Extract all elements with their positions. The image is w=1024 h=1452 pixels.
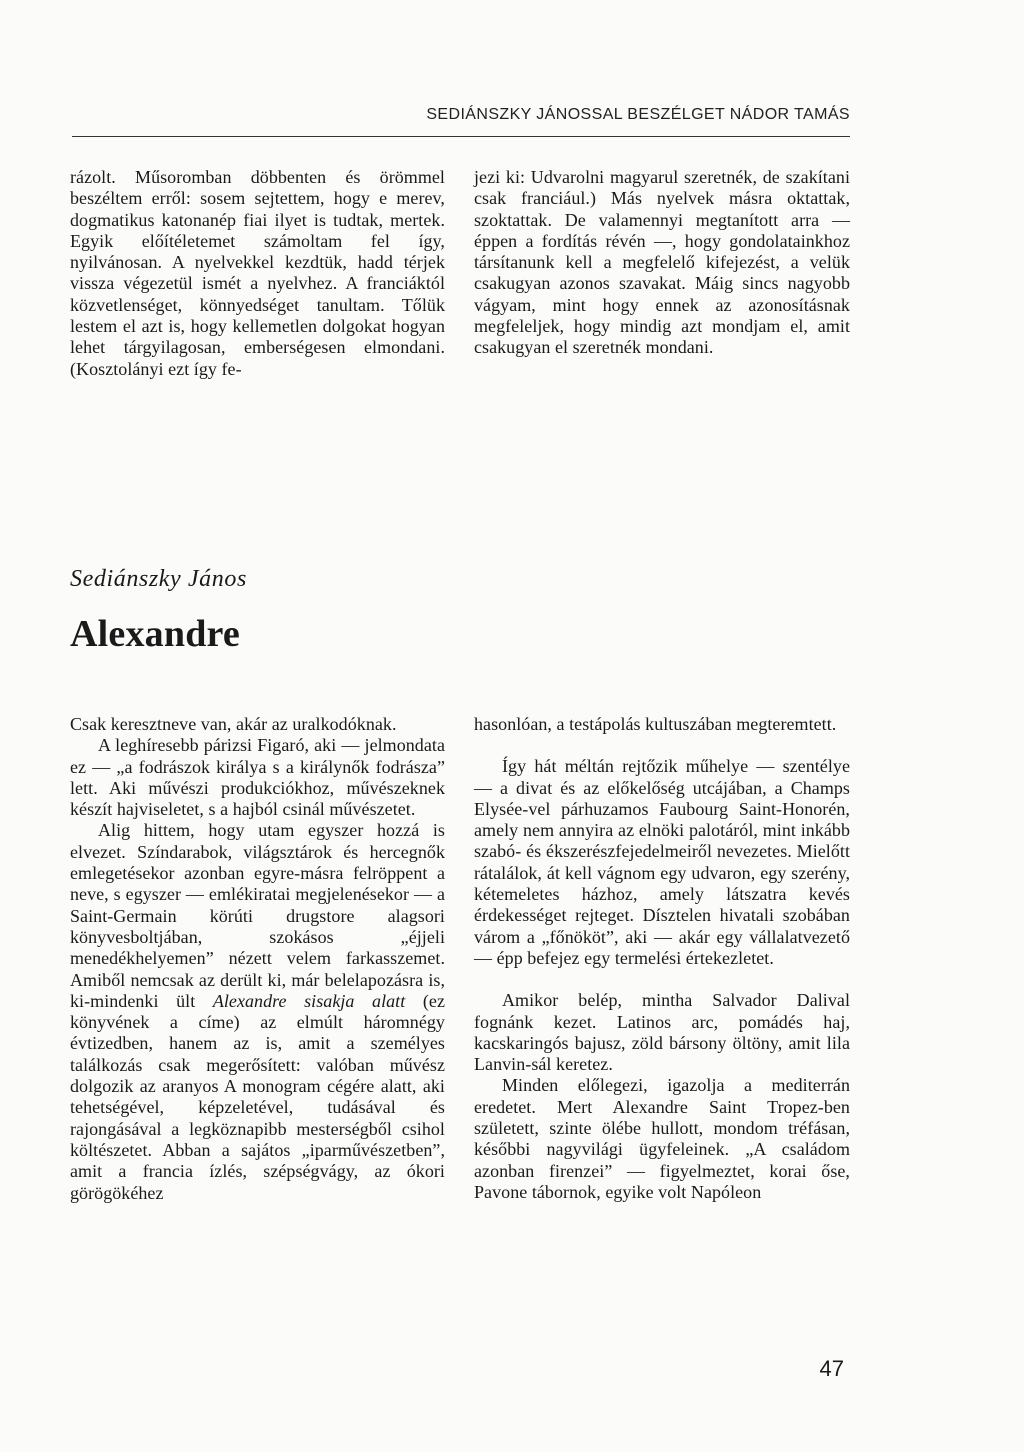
article-column-right [474, 714, 850, 1203]
interview-paragraph-right: jezi ki: Udvarolni magyarul szeretnék, de szakítani csak franciául.) Más nyelvek másra oktattak, szoktattak. De valamennyi megtanított arra — éppen a fordítás révén —, hogy gondolatainkhoz társítanunk kell a megfelelő kifejezést, a velük csakugyan azonos szavakat. Máig sincs nagyobb vágyam, mint hogy ennek az azonosításnak megfeleljek, hogy mindig azt mondjam el, amit csakugyan el szeretnék mondani. [474, 167, 850, 358]
book-title: Alexandre sisakja alatt [212, 990, 406, 1011]
interview-column-right [474, 167, 850, 359]
running-head: SEDIÁNSZKY JÁNOSSAL BESZÉLGET NÁDOR TAMÁS [426, 106, 850, 123]
article-paragraph: Minden előlegezi, igazolja a mediterrán eredetet. Mert Alexandre Saint Tropez-ben született, szinte ölébe hullott, mondom tréfásan, későbbi nagyvilági ügyfeleinek. „A családom azonban firenzei” — figyelmeztet, korai őse, Pavone tábornok, egyike volt Napóleon [474, 1075, 850, 1202]
paragraph-text: (ez könyvének a címe) az elmúlt háromnégy évtizedben, hanem az is, amit a személyes találkozás csak megerősített: valóban művész dolgozik az aranyos A monogram cégére alatt, aki tehetségével, képzeletével, tudásával és rajongásával a legköznapibb mesterségből csihol költészetet. Abban a sajátos „iparművészetben”, amit a francia ízlés, szépségvágy, az ókori görögökéhez [70, 990, 445, 1203]
article-column-left [70, 714, 445, 1204]
interview-paragraph-left: rázolt. Műsoromban döbbenten és örömmel beszéltem erről: sosem sejtettem, hogy e merev, dogmatikus katonanép fiai ilyet is tudtak, mertek. Egyik előítéletemet számoltam fel így, nyilvánosan. A nyelvekkel kezdtük, hadd térjek vissza végezetül ismét a nyelvhez. A franciáktól közvetlenséget, könnyedséget tanultam. Tőlük lestem el azt is, hogy kellemetlen dolgokat hogyan lehet tárgyilagosan, emberségesen elmondani. (Kosztolányi ezt így fe- [70, 167, 445, 379]
article-author: Sediánszky János [70, 566, 247, 592]
article-paragraph: Amikor belép, mintha Salvador Dalival fognánk kezet. Latinos arc, pomádés haj, kacskaringós bajusz, zöld bársony öltöny, amit lila Lanvin-sál keretez. [474, 990, 850, 1075]
article-paragraph: hasonlóan, a testápolás kultuszában megteremtett. [474, 714, 837, 734]
page-number: 47 [819, 1356, 844, 1381]
interview-column-left [70, 167, 445, 380]
article-paragraph: Így hát méltán rejtőzik műhelye — szentélye — a divat és az előkelőség utcájában, a Champs Elysée-vel párhuzamos Faubourg Saint-Honorén, amely nem annyira az elnöki palotáról, mint inkább szabó- és ékszerészfejedelmeiről nevezetes. Mielőtt rátalálok, át kell vágnom egy udvaron, egy szerény, kétemeletes házhoz, amely látszatra kevés érdekességet rejteget. Dísztelen hivatali szobában várom a „főnököt”, aki — akár egy vállalatvezető — épp befejez egy termelési értekezletet. [474, 756, 850, 968]
paragraph-text: Alig hittem, hogy utam egyszer hozzá is elvezet. Színdarabok, világsztárok és hercegnők emlegetésekor azonban egyre-másra felröppent a neve, s egyszer — emlékiratai megjelenésekor — a Saint-Germain körúti drugstore alagsori könyvesboltjában, szokásos „éjjeli menedékhelyemen” nézett velem farkasszemet. Amiből nemcsak az derült ki, már belelapozásra is, ki-mindenki ült [70, 820, 445, 1011]
article-paragraph: A leghíresebb párizsi Figaró, aki — jelmondata ez — „a fodrászok királya s a királynők fodrásza” lett. Aki művészi produkciókhoz, művészeknek készít hajviseletet, s a hajból csinál művészetet. [70, 735, 445, 820]
article-paragraph [70, 820, 445, 1203]
header-rule [72, 136, 850, 137]
article-title: Alexandre [70, 613, 240, 655]
article-paragraph: Csak keresztneve van, akár az uralkodóknak. [70, 714, 397, 734]
